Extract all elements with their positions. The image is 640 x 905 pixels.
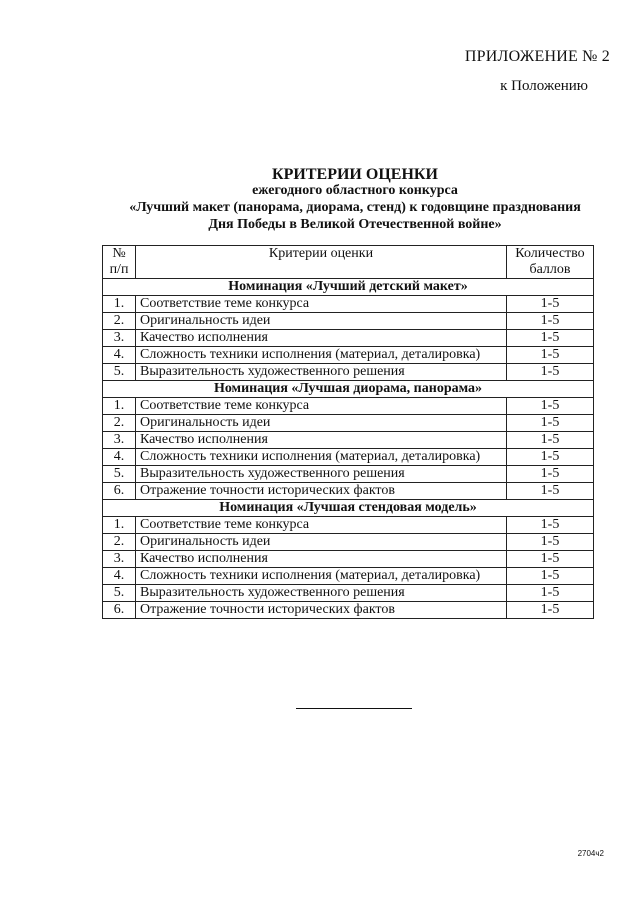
row-number: 4. <box>103 347 136 364</box>
table-row <box>103 568 594 585</box>
table-row <box>103 415 594 432</box>
column-header-number-line2: п/п <box>109 262 129 277</box>
table-row <box>103 449 594 466</box>
table-row <box>103 517 594 534</box>
table-row <box>103 313 594 330</box>
to-regulation-label: к Положению <box>500 78 588 94</box>
criterion-cell: Сложность техники исполнения (материал, деталировка) <box>136 449 507 466</box>
row-number: 2. <box>103 415 136 432</box>
criterion-cell: Отражение точности исторических фактов <box>136 602 507 619</box>
column-header-score-line2: баллов <box>529 262 571 277</box>
score-cell: 1-5 <box>507 330 594 347</box>
criteria-table <box>102 245 594 619</box>
criterion-cell: Качество исполнения <box>136 432 507 449</box>
score-cell: 1-5 <box>507 568 594 585</box>
document-number: 2704ч2 <box>577 849 604 858</box>
score-cell: 1-5 <box>507 534 594 551</box>
criterion-cell: Сложность техники исполнения (материал, деталировка) <box>136 347 507 364</box>
row-number: 3. <box>103 551 136 568</box>
row-number: 6. <box>103 602 136 619</box>
score-cell: 1-5 <box>507 398 594 415</box>
score-cell: 1-5 <box>507 347 594 364</box>
column-header-number-line1: № <box>112 246 126 261</box>
nomination-title: Номинация «Лучший детский макет» <box>103 279 594 296</box>
criterion-cell: Качество исполнения <box>136 551 507 568</box>
score-cell: 1-5 <box>507 415 594 432</box>
criterion-cell: Сложность техники исполнения (материал, деталировка) <box>136 568 507 585</box>
criterion-cell: Отражение точности исторических фактов <box>136 483 507 500</box>
criterion-cell: Выразительность художественного решения <box>136 585 507 602</box>
row-number: 6. <box>103 483 136 500</box>
criterion-cell: Оригинальность идеи <box>136 534 507 551</box>
score-cell: 1-5 <box>507 551 594 568</box>
nomination-row <box>103 500 594 517</box>
row-number: 5. <box>103 585 136 602</box>
score-cell: 1-5 <box>507 449 594 466</box>
column-header-score <box>507 246 594 279</box>
column-header-number <box>103 246 136 279</box>
nomination-title: Номинация «Лучшая стендовая модель» <box>103 500 594 517</box>
table-row <box>103 551 594 568</box>
score-cell: 1-5 <box>507 517 594 534</box>
nomination-row <box>103 279 594 296</box>
row-number: 2. <box>103 313 136 330</box>
row-number: 2. <box>103 534 136 551</box>
nomination-row <box>103 381 594 398</box>
criterion-cell: Соответствие теме конкурса <box>136 517 507 534</box>
appendix-label: ПРИЛОЖЕНИЕ № 2 <box>464 48 610 65</box>
row-number: 3. <box>103 330 136 347</box>
table-row <box>103 602 594 619</box>
row-number: 1. <box>103 398 136 415</box>
table-header-row <box>103 246 594 279</box>
row-number: 1. <box>103 517 136 534</box>
score-cell: 1-5 <box>507 585 594 602</box>
score-cell: 1-5 <box>507 483 594 500</box>
row-number: 4. <box>103 568 136 585</box>
table-row <box>103 364 594 381</box>
row-number: 1. <box>103 296 136 313</box>
table-row <box>103 585 594 602</box>
score-cell: 1-5 <box>507 296 594 313</box>
table-row <box>103 483 594 500</box>
criterion-cell: Соответствие теме конкурса <box>136 296 507 313</box>
row-number: 5. <box>103 466 136 483</box>
score-cell: 1-5 <box>507 602 594 619</box>
criterion-cell: Качество исполнения <box>136 330 507 347</box>
criteria-table-body <box>103 279 594 619</box>
row-number: 5. <box>103 364 136 381</box>
table-row <box>103 398 594 415</box>
table-row <box>103 296 594 313</box>
score-cell: 1-5 <box>507 364 594 381</box>
subtitle-line-1: ежегодного областного конкурса <box>252 183 458 198</box>
column-header-score-line1: Количество <box>515 246 585 261</box>
table-row <box>103 534 594 551</box>
criterion-cell: Соответствие теме конкурса <box>136 398 507 415</box>
criterion-cell: Оригинальность идеи <box>136 415 507 432</box>
subtitle-line-3: Дня Победы в Великой Отечественной войне» <box>208 217 502 232</box>
table-row <box>103 432 594 449</box>
nomination-title: Номинация «Лучшая диорама, панорама» <box>103 381 594 398</box>
criterion-cell: Выразительность художественного решения <box>136 466 507 483</box>
column-header-criteria: Критерии оценки <box>136 246 507 279</box>
closing-underline <box>296 708 412 709</box>
score-cell: 1-5 <box>507 466 594 483</box>
subtitle-line-2: «Лучший макет (панорама, диорама, стенд) к годовщине празднования <box>129 200 581 215</box>
row-number: 3. <box>103 432 136 449</box>
table-row <box>103 347 594 364</box>
document-title: КРИТЕРИИ ОЦЕНКИ <box>272 166 438 183</box>
score-cell: 1-5 <box>507 313 594 330</box>
criterion-cell: Выразительность художественного решения <box>136 364 507 381</box>
table-row <box>103 330 594 347</box>
table-row <box>103 466 594 483</box>
row-number: 4. <box>103 449 136 466</box>
criterion-cell: Оригинальность идеи <box>136 313 507 330</box>
score-cell: 1-5 <box>507 432 594 449</box>
